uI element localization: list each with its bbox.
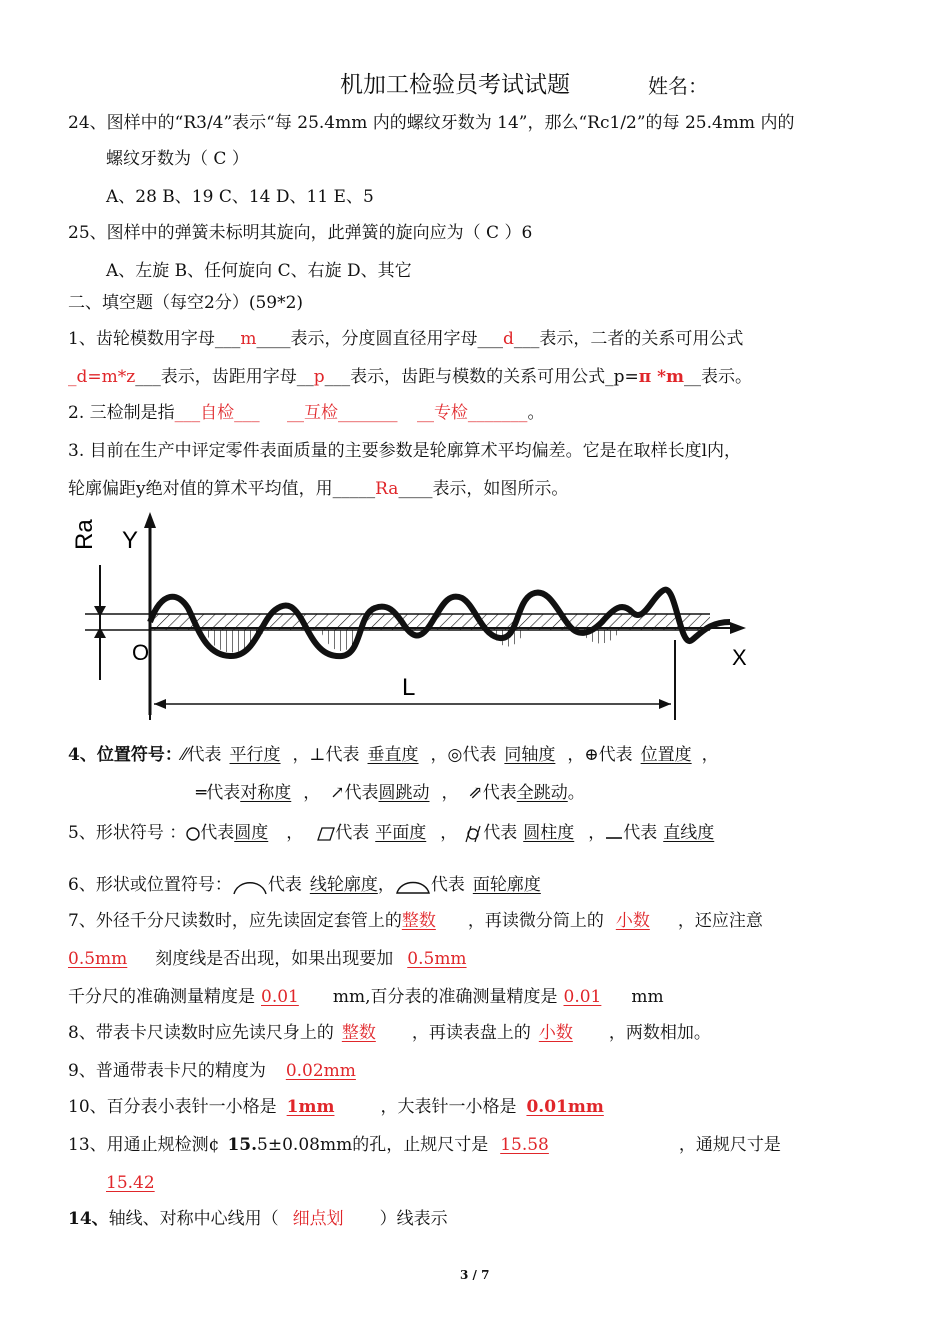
answer: 0.5mm <box>407 949 467 969</box>
line-profile-icon <box>232 877 268 895</box>
cylindricity-icon <box>463 825 483 843</box>
blank: ___ <box>214 329 241 349</box>
answer: Ra <box>375 479 399 499</box>
fill-4-line2: ═代表对称度 ， ↗代表圆跳动 ， ⇗代表全跳动。 <box>196 783 585 803</box>
text: ，通规尺寸是 <box>678 1135 781 1155</box>
origin-label: O <box>132 640 150 665</box>
text: 1、齿轮模数用字母 <box>68 329 215 349</box>
blank: __ <box>296 367 314 387</box>
blank: ___ <box>324 367 351 387</box>
text: 代表 <box>325 745 360 765</box>
circularity-icon <box>186 826 200 842</box>
ra-arrow-down <box>94 606 106 617</box>
answer: 0.02mm <box>285 1061 356 1081</box>
blank: ___ <box>513 329 540 349</box>
answer: 1mm <box>286 1097 335 1117</box>
answer: 15.58 <box>500 1135 549 1155</box>
q25-line1: 25、图样中的弹簧未标明其旋向，此弹簧的旋向应为（ C ）6 <box>68 223 533 243</box>
q24-line2: 螺纹牙数为（ C ） <box>106 149 249 169</box>
straightness-icon <box>605 826 623 842</box>
text: 4、位置符号： <box>68 745 182 765</box>
answer: 0.5mm <box>68 949 128 969</box>
text: mm <box>631 987 664 1007</box>
text: 代表 <box>200 823 235 843</box>
l-arrow-right <box>659 699 671 709</box>
blank: ___ <box>477 329 503 349</box>
fill-7-line2 <box>68 948 495 970</box>
fill-7-line1 <box>68 910 763 932</box>
text: ，再读表盘上的 <box>411 1023 531 1043</box>
blank: ____ <box>398 479 433 499</box>
q24-line1: 24、图样中的“R3/4”表示“每 25.4mm 内的螺纹牙数为 14”，那么“Rc1/2”的每 25.4mm 内的 <box>68 113 795 133</box>
answer: 15.42 <box>106 1173 155 1193</box>
text: 。 <box>567 783 585 803</box>
position-icon: ⊕ <box>584 745 599 765</box>
total-runout-icon: ⇗ <box>468 783 483 803</box>
blank: ____ <box>256 329 291 349</box>
answer: __互检_______ <box>287 403 398 423</box>
section-heading: 二、填空题（每空2分）(59*2) <box>68 293 304 313</box>
text: 代表 <box>335 823 370 843</box>
fill-2 <box>68 402 544 424</box>
answer: m <box>240 329 257 349</box>
fill-13-line2 <box>106 1172 191 1194</box>
text: 代表 <box>483 823 518 843</box>
answer: 直线度 <box>663 823 715 843</box>
ra-label: Ra <box>71 519 98 550</box>
fill-7b <box>68 986 664 1008</box>
text: 7、外径千分尺读数时，应先读固定套管上的 <box>68 911 402 931</box>
flatness-icon <box>313 826 335 842</box>
text: ，再读微分筒上的 <box>467 911 604 931</box>
y-label: Y <box>122 527 139 554</box>
text: 代表 <box>344 783 379 803</box>
answer: __专检_______ <box>416 403 528 423</box>
perpendicularity-icon: ⊥ <box>309 745 326 765</box>
text: ，大表针一小格是 <box>380 1097 517 1117</box>
text: 表示，如图所示。 <box>432 479 569 499</box>
text: ，两数相加。 <box>608 1023 711 1043</box>
fill-4-line1: 4、位置符号：⁄⁄代表 平行度 ，⊥代表 垂直度 ，◎代表 同轴度 ，⊕代表 位置度 ， <box>68 745 719 765</box>
roughness-profile-figure <box>70 510 760 725</box>
text: 6、形状或位置符号： <box>68 875 232 895</box>
symmetry-icon: ═ <box>196 783 207 803</box>
text: 代表 <box>206 783 241 803</box>
text: 表示，二者的关系可用公式 <box>539 329 744 349</box>
page-number: 3 / 7 <box>460 1268 490 1282</box>
answer: 整数 <box>401 911 436 931</box>
fill-3-line1: 3. 目前在生产中评定零件表面质量的主要参数是轮廓算术平均偏差。它是在取样长度l内， <box>68 441 742 461</box>
text: 5±0.08mm的孔，止规尺寸是 <box>257 1135 489 1155</box>
answer: _d=m*z <box>68 367 136 387</box>
text: 表示，齿距与模数的关系可用公式_p= <box>350 367 639 387</box>
blank: _____ <box>332 479 376 499</box>
l-label: L <box>402 674 416 701</box>
answer: 小数 <box>615 911 650 931</box>
fill-13-line1 <box>68 1134 781 1156</box>
text: 代表 <box>462 745 497 765</box>
answer: 平面度 <box>375 823 427 843</box>
x-label: X <box>732 645 747 670</box>
diameter-icon: ¢ <box>208 1135 220 1155</box>
text: 表示，分度圆直径用字母 <box>290 329 478 349</box>
answer: 小数 <box>538 1023 573 1043</box>
text: 2. 三检制是指 <box>68 403 175 423</box>
q24-options: A、28 B、19 C、14 D、11 E、5 <box>106 187 374 207</box>
x-axis-arrow <box>730 622 746 634</box>
answer: 全跳动 <box>516 783 568 803</box>
answer: 对称度 <box>240 783 292 803</box>
answer: 0.01 <box>261 987 299 1007</box>
text: 千分尺的准确测量精度是 <box>68 987 255 1007</box>
fill-5: 5、形状符号 ： 代表圆度 ， 代表 平面度 ， 代表 圆柱度 ， 代表 直线度 <box>68 823 715 843</box>
fill-9 <box>68 1060 418 1082</box>
text: 9、普通带表卡尺的精度为 <box>68 1061 266 1081</box>
text: 10、百分表小表针一小格是 <box>68 1097 277 1117</box>
fill-6: 6、形状或位置符号： 代表 线轮廓度， 代表 面轮廓度 <box>68 875 541 895</box>
text: ）线表示 <box>379 1209 448 1229</box>
answer: d <box>502 329 514 349</box>
text: 表示，齿距用字母 <box>160 367 297 387</box>
answer: 0.01 <box>563 987 602 1007</box>
y-axis-arrow <box>144 512 156 528</box>
concentricity-icon: ◎ <box>447 745 463 765</box>
answer: 平行度 <box>229 745 281 765</box>
text: 轮廓偏距y绝对值的算术平均值，用 <box>68 479 333 499</box>
blank: ___ <box>135 367 161 387</box>
fill-8 <box>68 1022 711 1044</box>
l-arrow-left <box>154 699 166 709</box>
answer: π *m <box>638 367 684 387</box>
text: 轴线、对称中心线用（ <box>108 1209 279 1229</box>
text: 5、形状符号 ： <box>68 823 187 843</box>
text: 代表 <box>187 745 222 765</box>
ra-arrow-up <box>94 627 106 638</box>
text: 代表 <box>598 745 633 765</box>
text: __表示。 <box>683 367 752 387</box>
fill-10 <box>68 1096 642 1118</box>
answer: 整数 <box>341 1023 376 1043</box>
answer: 细点划 <box>292 1209 344 1229</box>
text: 代表 <box>267 875 302 895</box>
answer: 垂直度 <box>367 745 419 765</box>
answer: 位置度 <box>640 745 692 765</box>
answer: 面轮廓度 <box>472 875 541 895</box>
answer: ___自检___ <box>174 403 260 423</box>
text: 代表 <box>623 823 658 843</box>
fill-1-line1 <box>68 328 743 350</box>
answer: 0.01mm <box>526 1097 604 1117</box>
text: 8、带表卡尺读数时应先读尺身上的 <box>68 1023 334 1043</box>
answer: 圆跳动 <box>378 783 430 803</box>
text: 。 <box>527 403 545 423</box>
circular-runout-icon: ↗ <box>330 783 345 803</box>
text: 代表 <box>482 783 517 803</box>
name-label: 姓名： <box>648 74 708 98</box>
answer: 圆柱度 <box>523 823 575 843</box>
text: 15. <box>227 1135 258 1155</box>
surface-profile-icon <box>395 877 431 895</box>
text: mm,百分表的准确测量精度是 <box>332 987 558 1007</box>
fill-14 <box>68 1208 448 1230</box>
answer: 同轴度 <box>504 745 556 765</box>
parallelism-icon: ⁄⁄ <box>181 745 188 765</box>
text: ，还应注意 <box>677 911 763 931</box>
page-title: 机加工检验员考试试题 <box>340 72 570 98</box>
text: 刻度线是否出现，如果出现要加 <box>155 949 394 969</box>
fill-3-line2 <box>68 478 568 500</box>
fill-1-line2 <box>68 366 752 388</box>
text: 14、 <box>68 1209 109 1229</box>
answer: p <box>313 367 325 387</box>
answer: 圆度 <box>234 823 269 843</box>
text: 代表 <box>430 875 465 895</box>
answer: 线轮廓度 <box>309 875 378 895</box>
q25-options: A、左旋 B、任何旋向 C、右旋 D、其它 <box>106 261 412 281</box>
text: 13、用通止规检测 <box>68 1135 209 1155</box>
